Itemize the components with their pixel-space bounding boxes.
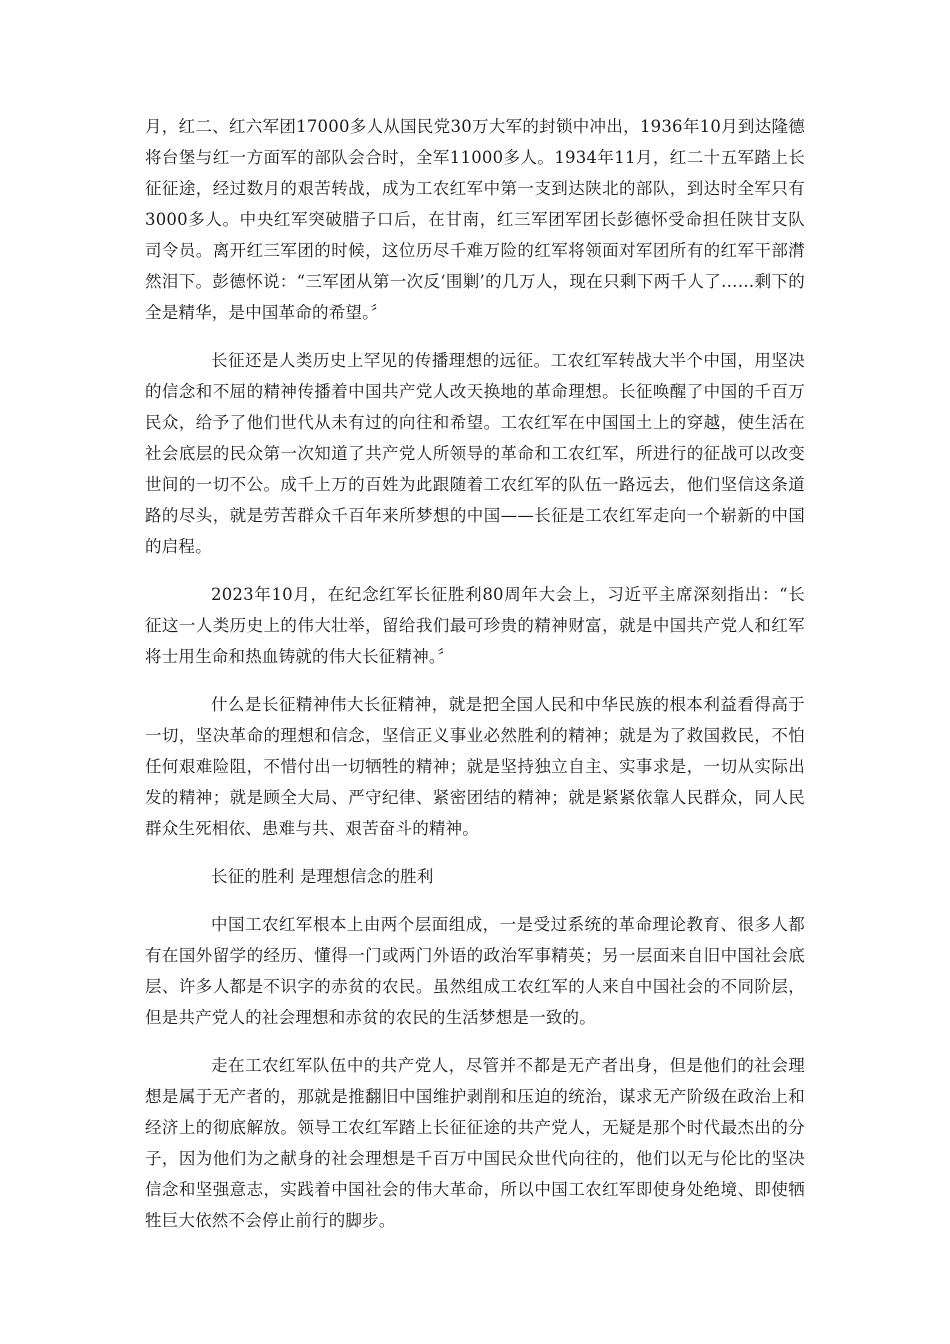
paragraph-communists-ideals: 走在工农红军队伍中的共产党人，尽管并不都是无产者出身，但是他们的社会理想是属于无产者的，那就是推翻旧中国维护剥削和压迫的统治，谋求无产阶级在政治上和经济上的彻底解放。领导工农红军踏上长征征途的共产党人，无疑是那个时代最杰出的分子，因为他们为之献身的社会理想是千百万中国民众世代向往的，他们以无与伦比的坚决信念和坚强意志，实践着中国社会的伟大革命，所以中国工农红军即使身处绝境、即使牺牲巨大依然不会停止前行的脚步。 bbox=[145, 1056, 805, 1230]
paragraph-2023-quote: 2023年10月，在纪念红军长征胜利80周年大会上，习近平主席深刻指出：“长征这一人类历史上的伟大壮举，留给我们最可珍贵的精神财富，就是中国共产党人和红军将士用生命和热血铸就的伟大长征精神。〞 bbox=[145, 585, 805, 666]
paragraph-continuation: 月，红二、红六军团17000多人从国民党30万大军的封锁中冲出，1936年10月到达隆德将台堡与红一方面军的部队会合时，全军11000多人。1934年11月，红二十五军踏上长征征途，经过数月的艰苦转战，成为工农红军中第一支到达陕北的部队，到达时全军只有3000多人。中央红军突破腊子口后，在甘南，红三军团军团长彭德怀受命担任陕甘支队司令员。离开红三军团的时候，这位历尽千难万险的红军将领面对军团所有的红军干部潸然泪下。彭德怀说：“三军团从第一次反‘围剿’的几万人，现在只剩下两千人了……剩下的全是精华，是中国革命的希望。〞 bbox=[145, 117, 805, 322]
paragraph-propagation: 长征还是人类历史上罕见的传播理想的远征。工农红军转战大半个中国，用坚决的信念和不屈的精神传播着中国共产党人改天换地的革命理想。长征唤醒了中国的千百万民众，给予了他们世代从未有过的向往和希望。工农红军在中国国土上的穿越，使生活在社会底层的民众第一次知道了共产党人所领导的革命和工农红军，所进行的征战可以改变世间的一切不公。成千上万的百姓为此跟随着工农红军的队伍一路远去，他们坚信这条道路的尽头，就是劳苦群众千百年来所梦想的中国——长征是工农红军走向一个崭新的中国的启程。 bbox=[145, 351, 805, 556]
paragraph-red-army-composition: 中国工农红军根本上由两个层面组成，一是受过系统的革命理论教育、很多人都有在国外留学的经历、懂得一门或两门外语的政治军事精英；另一层面来自旧中国社会底层、许多人都是不识字的赤贫的农民。虽然组成工农红军的人来自中国社会的不同阶层，但是共产党人的社会理想和赤贫的农民的生活梦想是一致的。 bbox=[145, 915, 805, 1027]
document-page bbox=[145, 111, 805, 1253]
paragraph-long-march-spirit: 什么是长征精神伟大长征精神，就是把全国人民和中华民族的根本利益看得高于一切，坚决革命的理想和信念，坚信正义事业必然胜利的精神；就是为了救国救民，不怕任何艰难险阻，不惜付出一切牺牲的精神；就是坚持独立自主、实事求是，一切从实际出发的精神；就是顾全大局、严守纪律、紧密团结的精神；就是紧紧依靠人民群众，同人民群众生死相依、患难与共、艰苦奋斗的精神。 bbox=[145, 695, 805, 838]
section-subheading: 长征的胜利 是理想信念的胜利 bbox=[211, 867, 434, 886]
